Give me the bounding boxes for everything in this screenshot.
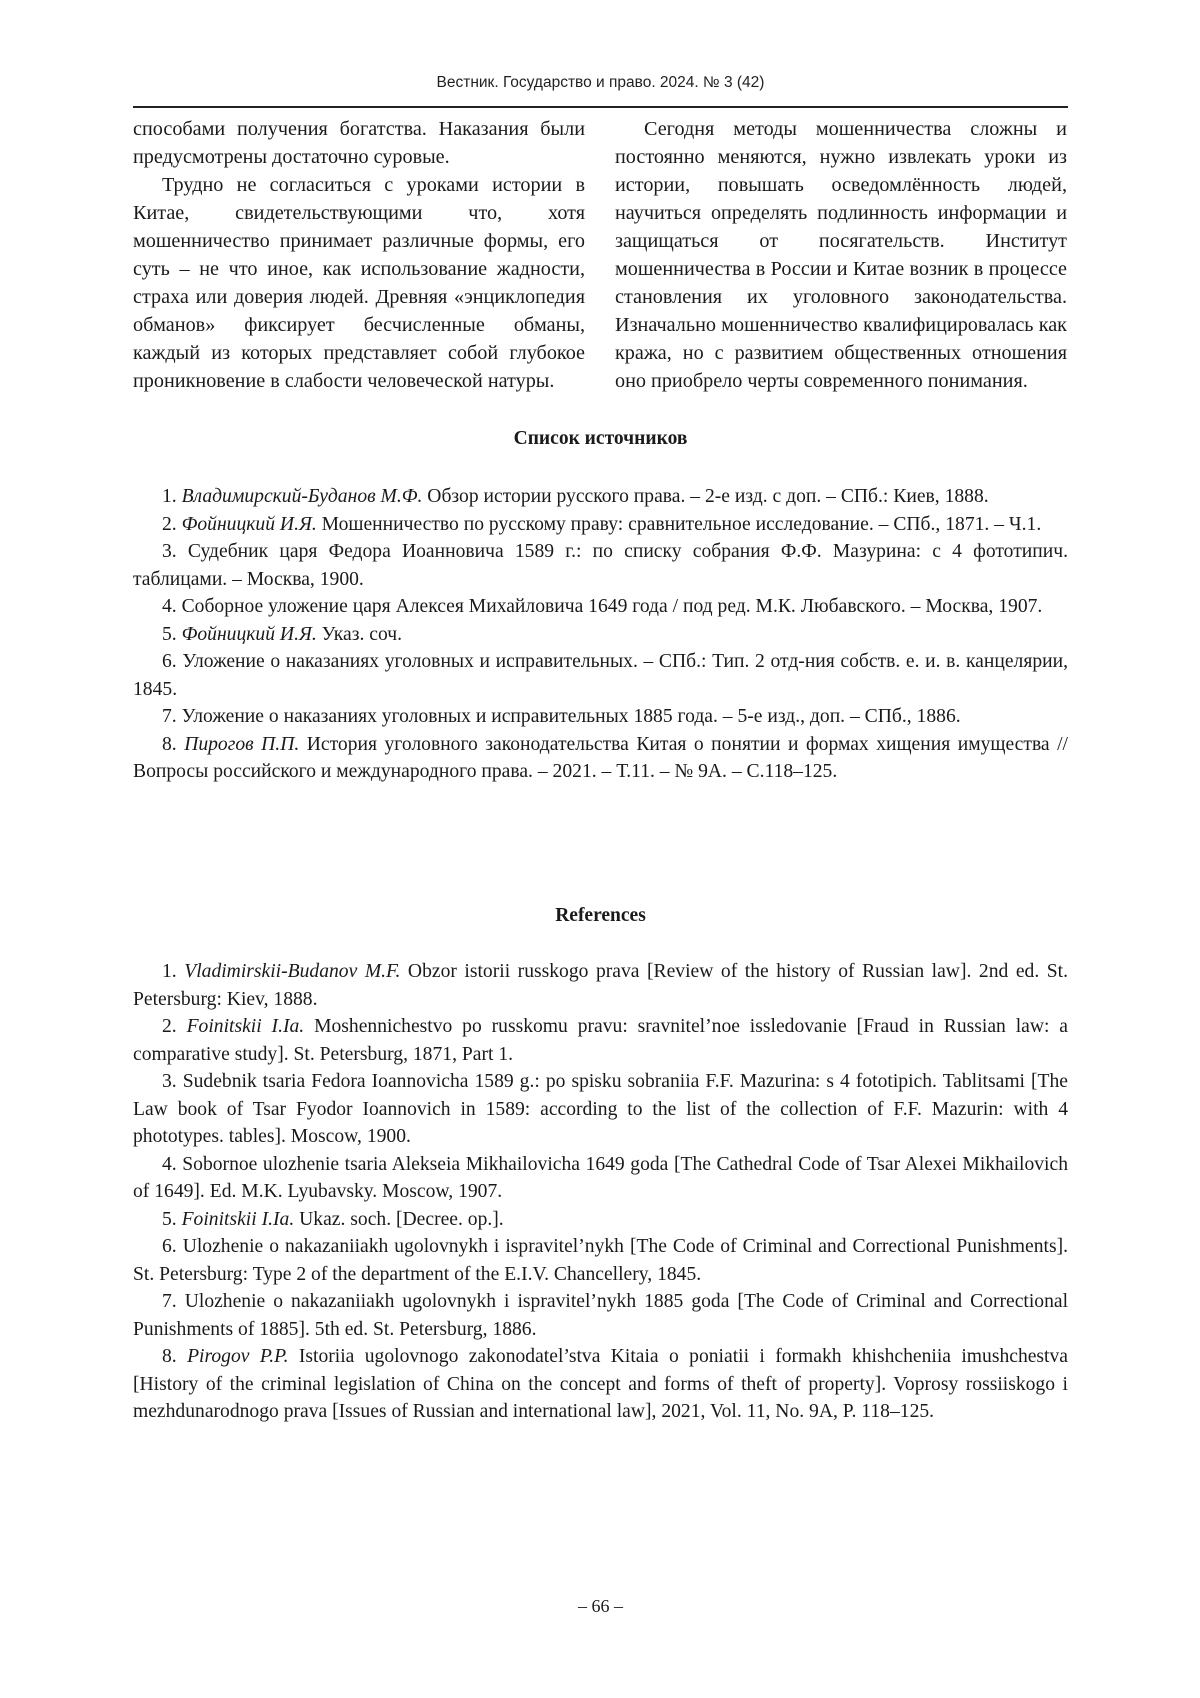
source-author: Владимирский-Буданов М.Ф.	[181, 486, 423, 507]
running-header: Вестник. Государство и право. 2024. № 3 (42)	[436, 74, 765, 91]
sources-list	[133, 483, 1068, 786]
references-list	[133, 958, 1068, 1426]
reference-item: 5. Foinitskii I.Ia. Ukaz. soch. [Decree. op.].	[162, 1208, 504, 1230]
source-item: 5. Фойницкий И.Я. Указ. соч.	[162, 623, 402, 645]
paragraph: Сегодня методы мошенничества сложны и постоянно меняются, нужно извлекать уроки из истории, повышать осведомлённость людей, научиться определять подлинность информации и защищаться от посягательств. Институт мошенничества в России и Китае возник в процессе становления их уголовного законодательства. Изначально мошенничество квалифицировалась как кража, но с развитием общественных отношения оно приобрело черты современного понимания.	[615, 118, 1067, 392]
reference-item: 8. Pirogov P.P. Istoriia ugolovnogo zakonodatel’stva Kitaia o poniatii i formakh khishcheniia imushchestva [History of the criminal legislation of China on the concept and forms of theft of property]. Voprosy rossiiskogo i mezhdunarodnogo prava [Issues of Russian and international law], 2021, Vol. 11, No. 9A, P. 118–125.	[133, 1346, 1068, 1422]
reference-author: Foinitskii I.Ia.	[186, 1016, 305, 1037]
reference-author: Pirogov P.P.	[187, 1346, 289, 1367]
reference-author: Foinitskii I.Ia.	[181, 1208, 295, 1230]
page-number: – 66 –	[578, 1596, 623, 1616]
reference-item: 7. Ulozhenie o nakazaniiakh ugolovnykh i ispravitel’nykh 1885 goda [The Code of Criminal and Correctional Punishments of 1885]. 5th ed. St. Petersburg, 1886.	[133, 1291, 1069, 1340]
paragraph: способами получения богатства. Наказания были предусмотрены достаточно суровые.	[133, 118, 585, 168]
header-rule	[133, 106, 1068, 108]
source-item: 2. Фойницкий И.Я. Мошенничество по русскому праву: сравнительное исследование. – СПб., 1871. – Ч.1.	[162, 513, 1042, 535]
reference-item: 2. Foinitskii I.Ia. Moshennichestvo po russkomu pravu: sravnitel’noe issledovanie [Fraud in Russian law: a comparative study]. St. Petersburg, 1871, Part 1.	[133, 1016, 1068, 1065]
source-item: 7. Уложение о наказаниях уголовных и исправительных 1885 года. – 5-е изд., доп. – СПб., 1886.	[162, 706, 961, 727]
reference-item: 6. Ulozhenie o nakazaniiakh ugolovnykh i ispravitel’nykh [The Code of Criminal and Correctional Punishments]. St. Petersburg: Type 2 of the department of the E.I.V. Chancellery, 1845.	[133, 1236, 1068, 1285]
source-author: Фойницкий И.Я.	[181, 513, 317, 535]
sources-title: Список источников	[513, 428, 688, 449]
source-author: Фойницкий И.Я.	[181, 623, 317, 645]
paragraph: Трудно не согласиться с уроками истории в Китае, свидетельствующими что, хотя мошенничество принимает различные формы, его суть – не что иное, как использование жадности, страха или доверия людей. Древняя «энциклопедия обманов» фиксирует бесчисленные обманы, каждый из которых представляет собой глубокое проникновение в слабости человеческой натуры.	[133, 174, 585, 392]
reference-item: 1. Vladimirskii-Budanov M.F. Obzor istorii russkogo prava [Review of the history of Russian law]. 2nd ed. St. Petersburg: Kiev, 1888.	[133, 961, 1069, 1010]
reference-item: 3. Sudebnik tsaria Fedora Ioannovicha 1589 g.: po spisku sobraniia F.F. Mazurina: s 4 fototipich. Tablitsami [The Law book of Tsar Fyodor Ioannovich in 1589: according to the list of the collection of F.F. Mazurin: with 4 phototypes. tables]. Moscow, 1900.	[133, 1071, 1069, 1147]
left-column	[133, 115, 585, 395]
source-item: 8. Пирогов П.П. История уголовного законодательства Китая о понятии и формах хищения имущества // Вопросы российского и международного права. – 2021. – Т.11. – № 9А. – С.118–125.	[133, 733, 1069, 782]
references-title: References	[555, 905, 646, 926]
right-column	[615, 115, 1067, 395]
reference-author: Vladimirskii-Budanov M.F.	[184, 961, 401, 982]
source-item: 4. Соборное уложение царя Алексея Михайловича 1649 года / под ред. М.К. Любавского. – Москва, 1907.	[162, 596, 1043, 617]
reference-item: 4. Sobornoe ulozhenie tsaria Alekseia Mikhailovicha 1649 goda [The Cathedral Code of Tsar Alexei Mikhailovich of 1649]. Ed. M.K. Lyubavsky. Moscow, 1907.	[133, 1153, 1068, 1202]
source-item: 3. Судебник царя Федора Иоанновича 1589 г.: по списку собрания Ф.Ф. Мазурина: с 4 фототипич. таблицами. – Москва, 1900.	[133, 541, 1068, 590]
source-item: 1. Владимирский-Буданов М.Ф. Обзор истории русского права. – 2-е изд. с доп. – СПб.: Киев, 1888.	[162, 486, 989, 507]
source-author: Пирогов П.П.	[184, 733, 300, 755]
source-item: 6. Уложение о наказаниях уголовных и исправительных. – СПб.: Тип. 2 отд-ния собств. е. и. в. канцелярии, 1845.	[133, 651, 1068, 700]
